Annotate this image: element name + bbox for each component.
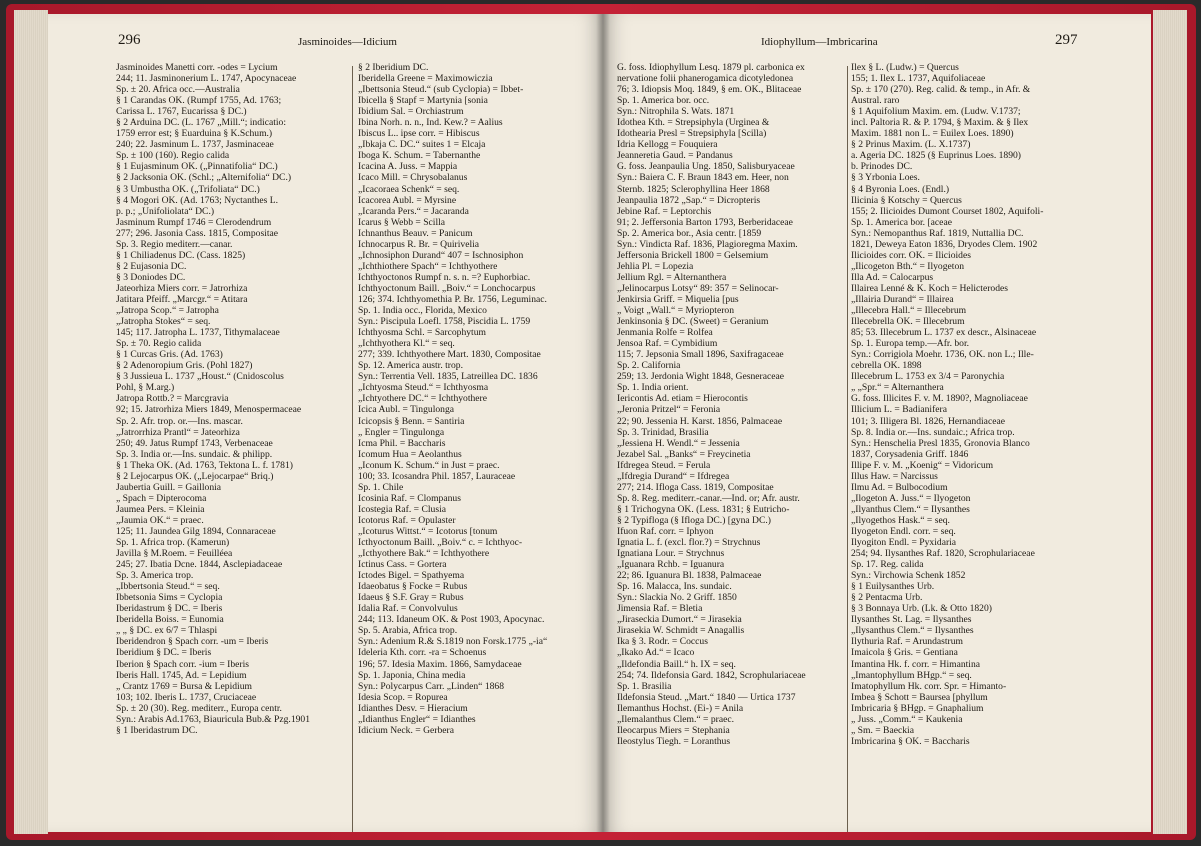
dictionary-line: Jellium Rgl. = Alternanthera: [617, 271, 727, 283]
dictionary-line: 76; 3. Idiopsis Moq. 1849, § em. OK., Blitaceae: [617, 84, 802, 96]
dictionary-line: Ibicella § Stapf = Martynia [sonia: [358, 95, 488, 107]
dictionary-line: Sp. ± 20 (30). Reg. mediterr., Europa centr.: [116, 702, 282, 714]
dictionary-line: Sp. 16. Malacca, Ins. sundaic.: [617, 581, 732, 593]
dictionary-line: Idaeobatus § Focke = Rubus: [358, 581, 468, 593]
dictionary-line: Ifuon Raf. corr. = Iphyon: [617, 525, 714, 537]
dictionary-line: Ichnocarpus R. Br. = Quirivelia: [358, 238, 480, 250]
dictionary-line: Syn.: Polycarpus Carr. „Linden“ 1868: [358, 680, 505, 692]
dictionary-line: a. Ageria DC. 1825 (§ Euprinus Loes. 1890): [851, 150, 1021, 162]
dictionary-line: § 3 Bonnaya Urb. (Lk. & Otto 1820): [851, 603, 992, 615]
dictionary-line: § 2 Iberidium DC.: [358, 62, 429, 73]
dictionary-line: „Ilyogethos Hask.“ = seq.: [851, 514, 950, 526]
dictionary-line: Sternb. 1825; Sclerophyllina Heer 1868: [617, 183, 770, 195]
dictionary-line: 155; 2. Ilicioides Dumont Courset 1802, Aquifoli-: [851, 205, 1044, 217]
dictionary-line: Ichthyosma Schl. = Sarcophytum: [358, 327, 486, 339]
dictionary-line: Sp. 1. Europa temp.—Afr. bor.: [851, 338, 970, 350]
dictionary-line: Iberis Hall. 1745, Ad. = Lepidium: [116, 669, 247, 681]
dictionary-line: Icostegia Raf. = Clusia: [358, 503, 447, 515]
dictionary-line: Ichthyoctonos Rumpf n. s. n. =? Euphorbiac.: [358, 271, 531, 283]
dictionary-line: Idothearia Presl = Strepsiphyla [Scilla): [617, 128, 767, 140]
dictionary-line: Iberidendron § Spach corr. -um = Iberis: [116, 636, 269, 648]
dictionary-line: 125; 11. Jaundea Gilg 1894, Connaraceae: [116, 525, 276, 537]
dictionary-line: § 1 Trichogyna OK. (Less. 1831; § Eutricho-: [617, 503, 790, 515]
dictionary-line: 244; 11. Jasminonerium L. 1747, Apocynaceae: [116, 73, 297, 85]
left-column-1: [116, 62, 344, 736]
dictionary-line: Jehlia Pl. = Lopezia: [617, 260, 694, 272]
dictionary-line: Jasminoides Manetti corr. -odes = Lycium: [116, 62, 278, 73]
dictionary-line: § 1 Carandas OK. (Rumpf 1755, Ad. 1763;: [116, 95, 282, 107]
dictionary-line: „Ilogeton A. Juss.“ = Ilyogeton: [851, 492, 971, 504]
dictionary-line: Icotorus Raf. = Opulaster: [358, 514, 456, 526]
dictionary-line: 1837, Corysadenia Griff. 1846: [851, 448, 969, 460]
dictionary-line: „ „Spr.“ = Alternanthera: [851, 382, 944, 394]
dictionary-line: § 1 Theka OK. (Ad. 1763, Tektona L. f. 1781): [116, 459, 293, 471]
dictionary-line: Jensoa Raf. = Cymbidium: [617, 338, 718, 350]
dictionary-line: „Jeronia Pritzel“ = Feronia: [617, 404, 721, 416]
dictionary-line: § 4 Byronia Loes. (Endl.): [851, 183, 950, 195]
dictionary-line: Ilmu Ad. = Bulbocodium: [851, 481, 948, 493]
dictionary-line: Imbricarina § OK. = Baccharis: [851, 735, 970, 747]
dictionary-line: „Illairia Durand“ = Illairea: [851, 293, 954, 305]
dictionary-line: Syn.: Corrigiola Moehr. 1736, OK. non L.; Ille-: [851, 349, 1034, 361]
dictionary-line: „ Voigt „Wall.“ = Myriopteron: [617, 305, 734, 317]
dictionary-line: „Ichthyothera Kl.“ = seq.: [358, 338, 455, 350]
dictionary-line: 145; 117. Jatropha L. 1737, Tithymalaceae: [116, 327, 280, 339]
dictionary-line: „Icaranda Pers.“ = Jacaranda: [358, 205, 469, 217]
book-gutter: [596, 14, 610, 832]
dictionary-line: Icaco Mill. = Chrysobalanus: [358, 172, 468, 184]
dictionary-line: 240; 22. Jasminum L. 1737, Jasminaceae: [116, 139, 274, 151]
dictionary-line: Pohl, § M.arg.): [116, 382, 175, 394]
dictionary-line: Imbricaria § BHgp. = Gnaphalium: [851, 702, 984, 714]
dictionary-line: Ilemanthus Hochst. (Ei-) = Anila: [617, 702, 744, 714]
dictionary-line: Sp. 1. Brasilia: [617, 680, 672, 692]
dictionary-line: Ibiscus L.. ipse corr. = Hibiscus: [358, 128, 480, 140]
dictionary-line: 244; 113. Idaneum OK. & Post 1903, Apocynac.: [358, 614, 545, 626]
dictionary-line: „Ichtyothere DC.“ = Ichthyothere: [358, 393, 488, 405]
dictionary-line: Sp. 1. India occ., Florida, Mexico: [358, 305, 487, 317]
dictionary-line: Sp. 8. Reg. mediterr.-canar.—Ind. or; Afr. austr.: [617, 492, 800, 504]
dictionary-line: Ilyogeton Endl. corr. = seq.: [851, 525, 956, 537]
dictionary-line: 22; 86. Iguanura Bl. 1838, Palmaceae: [617, 570, 762, 582]
dictionary-line: „Jatropa Scop.“ = Jatropha: [116, 305, 219, 317]
dictionary-line: Iberidella Greene = Maximowiczia: [358, 73, 493, 85]
dictionary-line: Ildefonsia Steud. „Mart.“ 1840 — Urtica 1737: [617, 691, 796, 703]
dictionary-line: Ilex § L. (Ludw.) = Quercus: [851, 62, 959, 73]
dictionary-line: Sp. 1. Japonia, China media: [358, 669, 466, 681]
dictionary-line: „Ilicogeton Bth.“ = Ilyogeton: [851, 260, 965, 272]
right-page-edges: [1153, 10, 1187, 834]
dictionary-line: „Ildefondia Baill.“ h. IX = seq.: [617, 658, 736, 670]
dictionary-line: Icacorea Aubl. = Myrsine: [358, 194, 457, 206]
dictionary-line: cebrella OK. 1898: [851, 360, 922, 372]
left-page: [48, 14, 603, 832]
dictionary-line: Idria Kellogg = Fouquiera: [617, 139, 718, 151]
dictionary-line: Ika § 3. Rodr. = Coccus: [617, 636, 708, 648]
dictionary-line: Ilythuria Raf. = Arundastrum: [851, 636, 963, 648]
dictionary-line: Sp. 8. India or.—Ins. sundaic.; Africa trop.: [851, 426, 1015, 438]
dictionary-line: Syn.: Piscipula Loefl. 1758, Piscidia L. 1759: [358, 316, 531, 328]
dictionary-line: Ibbetsonia Sims = Cyclopia: [116, 592, 223, 604]
dictionary-line: Icacina A. Juss. = Mappia: [358, 161, 458, 173]
dictionary-line: b. Prinodes DC.: [851, 161, 913, 173]
dictionary-line: Ilicioides corr. OK. = Ilicioides: [851, 249, 971, 261]
dictionary-line: Jimensia Raf. = Bletia: [617, 603, 703, 615]
dictionary-line: Sp. 1. America bor. [aceae: [851, 216, 952, 228]
dictionary-line: Sp. 3. America trop.: [116, 570, 194, 582]
dictionary-line: 277; 296. Jasonia Cass. 1815, Compositae: [116, 227, 279, 239]
dictionary-line: Idalia Raf. = Convolvulus: [358, 603, 458, 615]
dictionary-line: 259; 13. Jerdonia Wight 1848, Gesneraceae: [617, 371, 785, 383]
dictionary-line: § 2 Typifloga (§ Ifloga DC.) [gyna DC.): [617, 514, 771, 526]
dictionary-line: Ileostylus Tiegh. = Loranthus: [617, 735, 731, 747]
dictionary-line: Syn.: Nemopanthus Raf. 1819, Nuttallia DC.: [851, 227, 1024, 239]
dictionary-line: „Ichtyosma Steud.“ = Ichthyosma: [358, 382, 489, 394]
dictionary-line: Ictodes Bigel. = Spathyema: [358, 570, 465, 582]
dictionary-line: Sp. 5. Arabia, Africa trop.: [358, 625, 458, 637]
dictionary-line: § 3 Yrbonia Loes.: [851, 172, 920, 184]
dictionary-line: „Ilysanthus Clem.“ = Ilysanthes: [851, 625, 974, 637]
dictionary-line: § 1 Euilysanthes Urb.: [851, 581, 935, 593]
dictionary-line: „Illecebra Hall.“ = Illecebrum: [851, 305, 967, 317]
dictionary-line: „Jiraseckia Dumort.“ = Jirasekia: [617, 614, 742, 626]
dictionary-line: „Jatropha Stokes“ = seq.: [116, 316, 211, 328]
left-running-head: Jasminoides—Idicium: [298, 36, 397, 48]
dictionary-line: Syn.: Adenium R.& S.1819 non Forsk.1775 „-ia“: [358, 636, 548, 648]
dictionary-line: Sp. 2. Afr. trop. or.—Ins. mascar.: [116, 415, 243, 427]
dictionary-line: nervatione folii phanerogamica dicotyledonea: [617, 73, 794, 85]
dictionary-line: Syn.: Baiera C. F. Braun 1843 em. Heer, non: [617, 172, 789, 184]
dictionary-line: Ignatiana Lour. = Strychnus: [617, 548, 725, 560]
dictionary-line: Ictinus Cass. = Gortera: [358, 559, 447, 571]
dictionary-line: Jenmania Rolfe = Rolfea: [617, 327, 713, 339]
dictionary-line: Sp. 2. America bor., Asia centr. [1859: [617, 227, 762, 239]
dictionary-line: 254; 94. Ilysanthes Raf. 1820, Scrophulariaceae: [851, 548, 1035, 560]
dictionary-line: Illicium L. = Badianifera: [851, 404, 947, 416]
dictionary-line: Illecebrum L. 1753 ex 3/4 = Paronychia: [851, 371, 1005, 383]
dictionary-line: Ibidium Sal. = Orchiastrum: [358, 106, 464, 118]
dictionary-line: „Icacoraea Schenk“ = seq.: [358, 183, 460, 195]
dictionary-line: Sp. 1. India orient.: [617, 382, 689, 394]
dictionary-line: Iberidella Boiss. = Eunomia: [116, 614, 224, 626]
dictionary-line: Jezabel Sal. „Banks“ = Freycinetia: [617, 448, 751, 460]
dictionary-line: Jebine Raf. = Leptorchis: [617, 205, 712, 217]
dictionary-line: Iberion § Spach corr. -ium = Iberis: [116, 658, 250, 670]
dictionary-line: „Jessiena H. Wendl.“ = Jessenia: [617, 437, 740, 449]
right-page-number: 297: [1055, 32, 1078, 48]
right-running-head: Idiophyllum—Imbricarina: [761, 36, 878, 48]
dictionary-line: Syn.: Henschelia Presl 1835, Gronovia Blanco: [851, 437, 1030, 449]
dictionary-line: § 2 Eujasonia DC.: [116, 260, 187, 272]
dictionary-line: Icomum Hua = Aeolanthus: [358, 448, 462, 460]
dictionary-line: Jaubertia Guill. = Gaillonia: [116, 481, 222, 493]
dictionary-line: 126; 374. Ichthyomethia P. Br. 1756, Leguminac.: [358, 293, 547, 305]
dictionary-line: G. foss. Illicites F. v. M. 1890?, Magnoliaceae: [851, 393, 1028, 405]
dictionary-line: Imantina Hk. f. corr. = Himantina: [851, 658, 981, 670]
dictionary-line: § 1 Eujasminum OK. („Pinnatifolia“ DC.): [116, 161, 278, 173]
dictionary-line: Sp. ± 100 (160). Regio calida: [116, 150, 230, 162]
dictionary-line: Jatitara Pfeiff. „Marcgr.“ = Atitara: [116, 293, 248, 305]
dictionary-line: Sp. ± 20. Africa occ.—Australia: [116, 84, 240, 96]
dictionary-line: Iberidastrum § DC. = Iberis: [116, 603, 223, 615]
left-column-2: [358, 62, 598, 736]
dictionary-line: Jaumea Pers. = Kleinia: [116, 503, 205, 515]
dictionary-line: 100; 33. Icosandra Phil. 1857, Lauraceae: [358, 470, 516, 482]
right-column-2: [851, 62, 1083, 747]
dictionary-line: 101; 3. Illigera Bl. 1826, Hernandiaceae: [851, 415, 1005, 427]
dictionary-line: 91; 2. Jeffersonia Barton 1793, Berberidaceae: [617, 216, 793, 228]
dictionary-line: 196; 57. Idesia Maxim. 1866, Samydaceae: [358, 658, 522, 670]
dictionary-line: „Ikako Ad.“ = Icaco: [617, 647, 695, 659]
dictionary-line: „Iconum K. Schum.“ in Just = praec.: [358, 459, 500, 471]
dictionary-line: Jateorhiza Miers corr. = Jatrorhiza: [116, 282, 248, 294]
dictionary-line: Jasminum Rumpf 1746 = Clerodendrum: [116, 216, 272, 228]
dictionary-line: § 3 Doniodes DC.: [116, 271, 186, 283]
left-page-edges: [14, 10, 48, 834]
dictionary-line: § 2 Jacksonia OK. (Schl.; „Alternifolia“ DC.): [116, 172, 292, 184]
dictionary-line: § 2 Lejocarpus OK. („Lejocarpae“ Briq.): [116, 470, 274, 482]
dictionary-line: „ „ § DC. ex 6/7 = Thlaspi: [116, 625, 218, 637]
dictionary-line: „Ifdregia Durand“ = Ifdregea: [617, 470, 730, 482]
dictionary-line: „Ichnosiphon Durand“ 407 = Ischnosiphon: [358, 249, 524, 261]
dictionary-line: „ Spach = Dipterocoma: [116, 492, 207, 504]
dictionary-line: Illecebrella OK. = Illecebrum: [851, 316, 965, 328]
dictionary-line: Sp. ± 70. Regio calida: [116, 338, 202, 350]
dictionary-line: „ Crantz 1769 = Bursa & Lepidium: [116, 680, 252, 692]
dictionary-line: Imaicola § Gris. = Gentiana: [851, 647, 958, 659]
dictionary-line: „Iguanara Rchb. = Iguanura: [617, 559, 725, 571]
dictionary-line: 22; 90. Jessenia H. Karst. 1856, Palmaceae: [617, 415, 783, 427]
dictionary-line: Sp. 1. Africa trop. (Kamerun): [116, 537, 230, 549]
dictionary-line: Illa Ad. = Calocarpus: [851, 271, 934, 283]
dictionary-line: Ileocarpus Miers = Stephania: [617, 724, 730, 736]
dictionary-line: G. foss. Jeanpaulia Ung. 1850, Salisburyaceae: [617, 161, 795, 173]
dictionary-line: § 1 Curcas Gris. (Ad. 1763): [116, 349, 223, 361]
dictionary-line: 250; 49. Jatus Rumpf 1743, Verbenaceae: [116, 437, 273, 449]
dictionary-line: Syn.: Arabis Ad.1763, Biauricula Bub.& Pzg.1901: [116, 713, 311, 725]
dictionary-line: Javilla § M.Roem. = Feuilléea: [116, 548, 233, 560]
dictionary-line: § 3 Umbustha OK. („Trifoliata“ DC.): [116, 183, 260, 195]
dictionary-line: Idothea Kth. = Strepsiphyla (Urginea &: [617, 117, 770, 129]
dictionary-line: incl. Paltoria R. & P. 1794, § Maxim. & § Ilex: [851, 117, 1029, 129]
dictionary-line: Jeanneretia Gaud. = Pandanus: [617, 150, 733, 162]
dictionary-line: Imbea § Schott = Baursea [phyllum: [851, 691, 988, 703]
dictionary-line: Ilysanthes St. Lag. = Ilysanthes: [851, 614, 972, 626]
dictionary-line: Jirasekia W. Schmidt = Anagallis: [617, 625, 745, 637]
dictionary-line: „ Sm. = Baeckia: [851, 724, 914, 736]
dictionary-line: 254; 74. Ildefonsia Gard. 1842, Scrophulariaceae: [617, 669, 806, 681]
dictionary-line: Illipe F. v. M. „Koenig“ = Vidoricum: [851, 459, 994, 471]
dictionary-line: § 1 Chiliadenus DC. (Cass. 1825): [116, 249, 246, 261]
right-column-rule: [847, 66, 848, 832]
dictionary-line: „ Engler = Tingulonga: [358, 426, 445, 438]
dictionary-line: Illairea Lenné & K. Koch = Helicterodes: [851, 282, 1008, 294]
dictionary-line: Iboga K. Schum. = Tabernanthe: [358, 150, 481, 162]
dictionary-line: 92; 15. Jatrorhiza Miers 1849, Menospermaceae: [116, 404, 302, 416]
dictionary-line: Sp. 12. America austr. trop.: [358, 360, 463, 372]
dictionary-line: Sp. 17. Reg. calida: [851, 559, 924, 571]
dictionary-line: Syn.: Vindicta Raf. 1836, Plagioregma Maxim.: [617, 238, 798, 250]
dictionary-line: Syn.: Slackia No. 2 Griff. 1850: [617, 592, 737, 604]
dictionary-line: Ideleria Kth. corr. -ra = Schoenus: [358, 647, 487, 659]
dictionary-line: Carissa L. 1767, Eucarissa § DC.): [116, 106, 247, 118]
dictionary-line: Idianthes Desv. = Hieracium: [358, 702, 468, 714]
dictionary-line: Ignatia L. f. (excl. flor.?) = Strychnus: [617, 537, 761, 549]
dictionary-line: Jenkinsonia § DC. (Sweet) = Geranium: [617, 316, 769, 328]
dictionary-line: 1759 error est; § Euarduina § K.Schum.): [116, 128, 273, 140]
dictionary-line: Icma Phil. = Baccharis: [358, 437, 446, 449]
dictionary-line: Ichthyoctonum Baill. „Boiv.“ = Lonchocarpus: [358, 282, 536, 294]
dictionary-line: Sp. ± 170 (270). Reg. calid. & temp., in Afr. &: [851, 84, 1031, 96]
dictionary-line: Idaeus § S.F. Gray = Rubus: [358, 592, 464, 604]
dictionary-line: Ifdregea Steud. = Ferula: [617, 459, 711, 471]
dictionary-line: Imatophyllum Hk. corr. Spr. = Himanto-: [851, 680, 1007, 692]
dictionary-line: Icarus § Webb = Scilla: [358, 216, 446, 228]
dictionary-line: Jatropa Rottb.? = Marcgravia: [116, 393, 229, 405]
dictionary-line: Iberidium § DC. = Iberis: [116, 647, 212, 659]
dictionary-line: Syn.: Terrentia Vell. 1835, Latreillea DC. 1836: [358, 371, 538, 383]
dictionary-line: Idicium Neck. = Gerbera: [358, 724, 454, 736]
dictionary-line: 85; 53. Illecebrum L. 1737 ex descr., Alsinaceae: [851, 327, 1037, 339]
dictionary-line: Sp. 3. Trinidad, Brasilia: [617, 426, 709, 438]
dictionary-line: Austral. raro: [851, 95, 900, 107]
right-column-1: [617, 62, 847, 747]
dictionary-line: § 1 Iberidastrum DC.: [116, 724, 198, 736]
dictionary-line: Idesia Scop. = Ropurea: [358, 691, 448, 703]
dictionary-line: § 2 Adenoropium Gris. (Pohl 1827): [116, 360, 253, 372]
dictionary-line: „Ichthiothere Spach“ = Ichthyothere: [358, 260, 498, 272]
dictionary-line: „Icoturus Wittst.“ = Icotorus [tonum: [358, 525, 498, 537]
dictionary-line: „Ibettsonia Steud.“ (sub Cyclopia) = Ibbet-: [358, 84, 524, 96]
dictionary-line: „Ibkaja C. DC.“ suites 1 = Elcaja: [358, 139, 486, 151]
dictionary-line: Ilyogiton Endl. = Pyxidaria: [851, 537, 957, 549]
dictionary-line: § 2 Prinus Maxim. (L. X.1737): [851, 139, 971, 151]
dictionary-line: Ibina Norh. n. n., Ind. Kew.? = Aalius: [358, 117, 503, 129]
dictionary-line: Sp. 1. America bor. occ.: [617, 95, 710, 107]
dictionary-line: Maxim. 1881 non L. = Euilex Loes. 1890): [851, 128, 1014, 140]
dictionary-line: Syn.: Nitrophila S. Wats. 1871: [617, 106, 735, 118]
left-page-number: 296: [118, 32, 141, 48]
dictionary-line: Icthyoctonum Baill. „Boiv.“ c. = Ichthyoc-: [358, 537, 523, 549]
dictionary-line: Sp. 1. Chile: [358, 481, 404, 493]
dictionary-line: Jeffersonia Brickell 1800 = Gelsemium: [617, 249, 769, 261]
dictionary-line: „Idianthus Engler“ = Idianthes: [358, 713, 476, 725]
dictionary-line: G. foss. Idiophyllum Lesq. 1879 pl. carbonica ex: [617, 62, 805, 73]
dictionary-line: § 3 Jussieua L. 1737 „Houst.“ (Cnidoscolus: [116, 371, 284, 383]
dictionary-line: Icosinia Raf. = Clompanus: [358, 492, 461, 504]
dictionary-line: „Imantophyllum BHgp.“ = seq.: [851, 669, 972, 681]
dictionary-line: „Jaumia OK.“ = praec.: [116, 514, 204, 526]
dictionary-line: 277; 214. Ifloga Cass. 1819, Compositae: [617, 481, 774, 493]
dictionary-line: Jenkirsia Griff. = Miquelia [pus: [617, 293, 739, 305]
dictionary-line: Sp. 2. California: [617, 360, 681, 372]
dictionary-line: § 1 Aquifolium Maxim. em. (Ludw. V.1737;: [851, 106, 1021, 118]
dictionary-line: „ Juss. „Comm.“ = Kaukenia: [851, 713, 963, 725]
dictionary-line: 277; 339. Ichthyothere Mart. 1830, Compositae: [358, 349, 541, 361]
dictionary-line: § 2 Arduina DC. (L. 1767 „Mill.“; indicatio:: [116, 117, 286, 129]
dictionary-line: Icicopsis § Benn. = Santiria: [358, 415, 465, 427]
dictionary-line: „Ibbertsonia Steud.“ = seq.: [116, 581, 220, 593]
left-column-rule: [352, 66, 353, 832]
dictionary-line: Illus Haw. = Narcissus: [851, 470, 938, 482]
dictionary-line: Sp. 3. India or.—Ins. sundaic. & philipp.: [116, 448, 273, 460]
dictionary-line: Ilicinia § Kotschy = Quercus: [851, 194, 962, 206]
dictionary-line: p. p.; „Unifoliolata“ DC.): [116, 205, 215, 217]
dictionary-line: Iericontis Ad. etiam = Hierocontis: [617, 393, 748, 405]
dictionary-line: Sp. 3. Regio mediterr.—canar.: [116, 238, 233, 250]
dictionary-line: „Ilyanthus Clem.“ = Ilysanthes: [851, 503, 970, 515]
dictionary-line: „Jatrorrhiza Prantl“ = Jateorhiza: [116, 426, 240, 438]
dictionary-line: „Icthyothere Bak.“ = Ichthyothere: [358, 548, 490, 560]
dictionary-line: 103; 102. Iberis L. 1737, Cruciaceae: [116, 691, 257, 703]
dictionary-line: „Jelinocarpus Lotsy“ 89: 357 = Selinocar-: [617, 282, 779, 294]
dictionary-line: 115; 7. Jepsonia Small 1896, Saxifragaceae: [617, 349, 784, 361]
right-page: [603, 14, 1151, 832]
dictionary-line: § 4 Mogori OK. (Ad. 1763; Nyctanthes L.: [116, 194, 279, 206]
dictionary-line: „Ilemalanthus Clem.“ = praec.: [617, 713, 735, 725]
dictionary-line: 155; 1. Ilex L. 1737, Aquifoliaceae: [851, 73, 986, 85]
dictionary-line: Jeanpaulia 1872 „Sap.“ = Dicropteris: [617, 194, 761, 206]
dictionary-line: Syn.: Virchowia Schenk 1852: [851, 570, 966, 582]
dictionary-line: Icica Aubl. = Tingulonga: [358, 404, 455, 416]
dictionary-line: § 2 Pentacma Urb.: [851, 592, 923, 604]
dictionary-line: 245; 27. Ibatia Dcne. 1844, Asclepiadaceae: [116, 559, 283, 571]
dictionary-line: Ichnanthus Beauv. = Panicum: [358, 227, 473, 239]
dictionary-line: 1821, Deweya Eaton 1836, Dryodes Clem. 1902: [851, 238, 1038, 250]
